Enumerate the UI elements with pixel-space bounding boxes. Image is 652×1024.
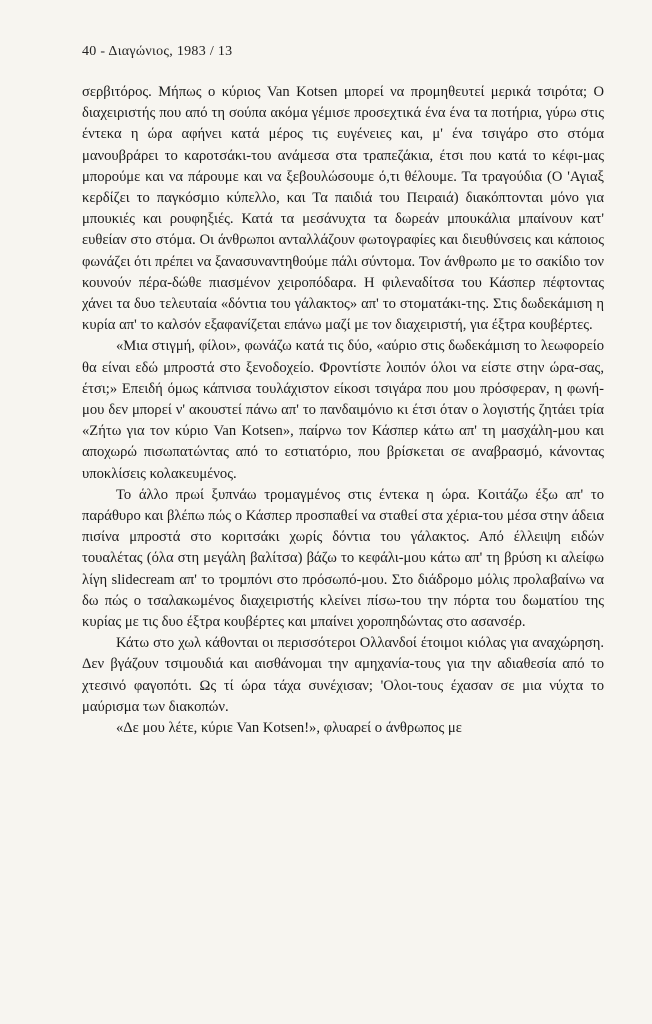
paragraph: «Μια στιγμή, φίλοι», φωνάζω κατά τις δύο, «αύριο στις δωδεκάμιση το λεωφορείο θα είναι εδώ μπροστά στο ξενοδοχείο. Φροντίστε λοιπόν όλοι να είστε στην ώρα-σας, έτσι;» Επειδή όμως κάπνισα τουλάχιστον είκοσι τσιγάρα που μου πρόσφεραν, η φωνή-μου δεν μπορεί ν' ακουστεί πάνω απ' το πανδαιμόνιο κι έτσι όταν ο λογιστής ζητάει τρία «Ζήτω για τον κύριο Van Kotsen», παίρνω τον Κάσπερ κάτω απ' τη μασχάλη-μου και αποχωρώ πισωπατώντας από το εστιατόριο, που βρίσκεται σε αναβρασμό, κάνοντας υποκλίσεις κολακευμένος.	[82, 338, 604, 482]
paragraph: «Δε μου λέτε, κύριε Van Kotsen!», φλυαρεί ο άνθρωπος με	[116, 720, 462, 737]
paragraph: Το άλλο πρωί ξυπνάω τρομαγμένος στις έντεκα η ώρα. Κοιτάζω έξω απ' το παράθυρο και βλέπω πώς ο Κάσπερ προσπαθεί να σταθεί στα χέρια-του μέσα στην άδεια πισίνα μπροστά στο κοριτσάκι χωρίς δόντια του γάλακτος. Από έλλειψη ειδών τουαλέτας (όλα στη μεγάλη βαλίτσα) βάζω το κεφάλι-μου κάτω απ' τη βρύση κι αλείφω λίγη slidecream απ' το τρομπόνι στο πρόσωπό-μου. Στο διάδρομο μόλις προλαβαίνω να δω πώς ο τσαλακωμένος διαχειριστής κλείνει πίσω-του την πόρτα του δωματίου της κυρίας με τις δυο έξτρα κουβέρτες και μπαίνει χοροπηδώντας στο ασανσέρ.	[82, 486, 604, 631]
paragraph: σερβιτόρος. Μήπως ο κύριος Van Kotsen μπορεί να προμηθευτεί μερικά τσιρότα; Ο διαχειριστής που από τη σούπα ακόμα γέμισε προσεχτικά ένα ένα τα ποτήρια, γύρω στις έντεκα η ώρα αφήνει κατά μέρος τις ευγένειες και, μ' ένα τσιγάρο στο στόμα μανουβράρει το καροτσάκι-του ανάμεσα στα τραπεζάκια, έτσι που κατά το κέφι-μας μπορούμε και να πάρουμε και να ξεβουλώσουμε ό,τι θέλουμε. Τα τραγούδια (Ο 'Αγιαξ κερδίζει το παγκόσμιο κύπελλο, και Τα παιδιά του Πειραιά) διακόπτονται μόνο για μπουκιές και ρουφηξιές. Κατά τα μεσάνυχτα τα δωρεάν μπουκάλια μπαίνουν κατ' ευθείαν στο στόμα. Οι άνθρωποι ανταλλάζουν φωτογραφίες και διευθύνσεις και κάποιος φωνάζει ότι πρέπει να ξανασυναντηθούμε πάλι σύντομα. Τον άνθρωπο με το σακίδιο τον κουνούν πέρα-δώθε πιασμένον χειροπόδαρα. Η φιλεναδίτσα του Κάσπερ πέφτοντας χάνει τα δυο τελευταία «δόντια του γάλακτος» απ' το στοματάκι-της. Στις δωδεκάμιση η κυρία απ' το καλσόν εξαφανίζεται επάνω μαζί με τον διαχειριστή, για έξτρα κουβέρτες.	[82, 84, 604, 334]
body-text	[82, 82, 604, 739]
paragraph: Κάτω στο χωλ κάθονται οι περισσότεροι Ολλανδοί έτοιμοι κιόλας για αναχώρηση. Δεν βγάζουν τσιμουδιά και αισθάνομαι την αμηχανία-τους για την αδιαθεσία από το χτεσινό φαγοπότι. Ως τί ώρα τάχα συνέχισαν; 'Ολοι-τους έχασαν σε μια νύχτα το μαύρισμα των διακοπών.	[82, 635, 604, 715]
running-head: 40 - Διαγώνιος, 1983 / 13	[82, 44, 233, 59]
